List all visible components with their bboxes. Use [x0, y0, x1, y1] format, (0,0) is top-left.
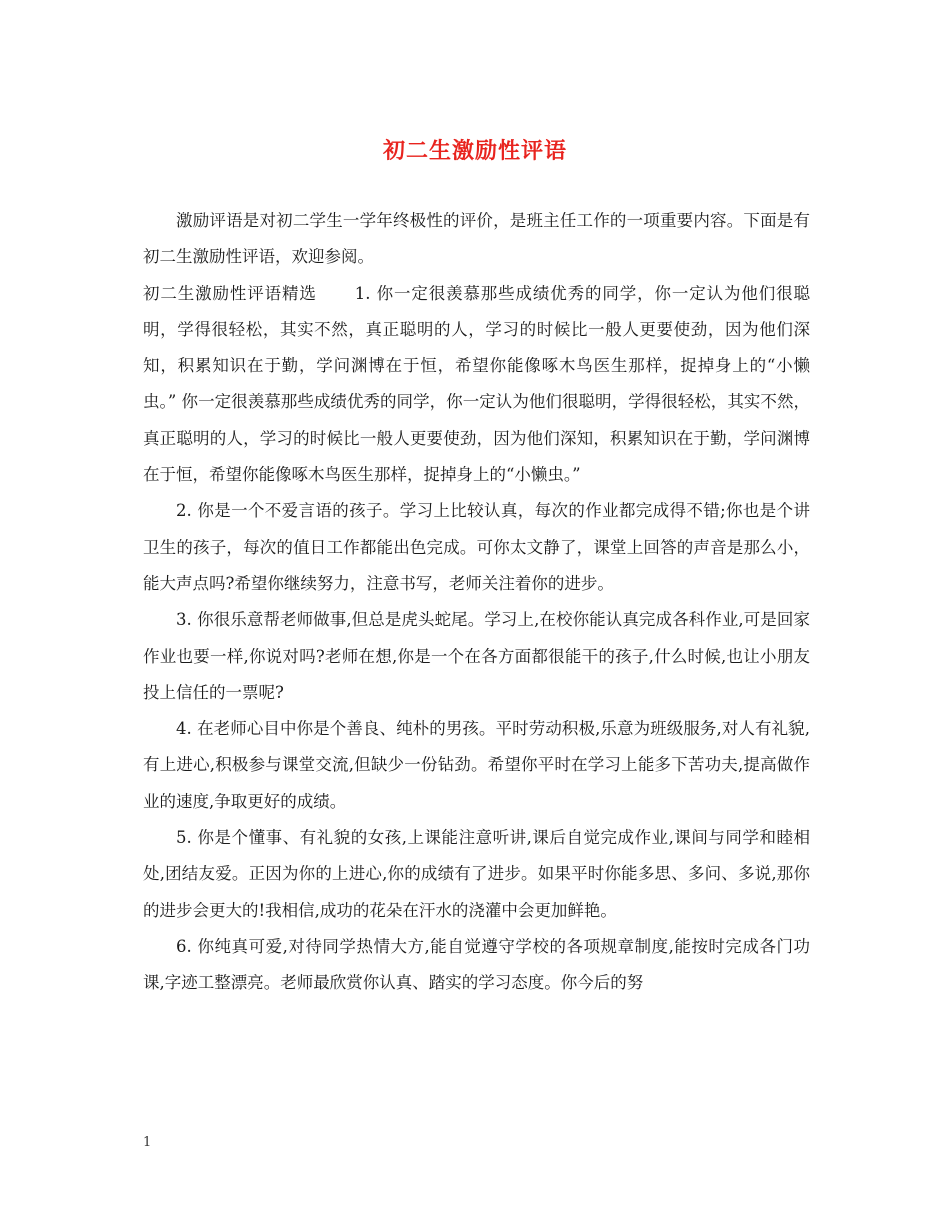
paragraph-3: 3. 你很乐意帮老师做事,但总是虎头蛇尾。学习上,在校你能认真完成各科作业,可是回家作业也要一样,你说对吗?老师在想,你是一个在各方面都很能干的孩子,什么时候,也让小朋友投上信任的一票呢?	[143, 610, 810, 702]
page-number: 1	[143, 1135, 152, 1150]
paragraph-4: 4. 在老师心目中你是个善良、纯朴的男孩。平时劳动积极,乐意为班级服务,对人有礼貌,有上进心,积极参与课堂交流,但缺少一份钻劲。希望你平时在学习上能多下苦功夫,提高做作业的速度,争取更好的成绩。	[143, 719, 810, 811]
paragraph-2: 2. 你是一个不爱言语的孩子。学习上比较认真，每次的作业都完成得不错;你也是个讲卫生的孩子，每次的值日工作都能出色完成。可你太文静了，课堂上回答的声音是那么小，能大声点吗?希望你继续努力，注意书写，老师关注着你的进步。	[143, 501, 810, 593]
document-body	[143, 203, 810, 1002]
paragraph-5: 5. 你是个懂事、有礼貌的女孩,上课能注意听讲,课后自觉完成作业,课间与同学和睦相处,团结友爱。正因为你的上进心,你的成绩有了进步。如果平时你能多思、多问、多说,那你的进步会更大的!我相信,成功的花朵在汗水的浇灌中会更加鲜艳。	[143, 828, 810, 920]
section-paragraph-1	[143, 276, 810, 494]
intro-paragraph: 激励评语是对初二学生一学年终极性的评价，是班主任工作的一项重要内容。下面是有初二生激励性评语，欢迎参阅。	[143, 211, 810, 267]
paragraph-6: 6. 你纯真可爱,对待同学热情大方,能自觉遵守学校的各项规章制度,能按时完成各门功课,字迹工整漂亮。老师最欣赏你认真、踏实的学习态度。你今后的努	[143, 936, 810, 993]
section-heading: 初二生激励性评语精选	[143, 283, 317, 303]
document-title: 初二生激励性评语	[382, 138, 567, 164]
paragraph-1-text: 1. 你一定很羡慕那些成绩优秀的同学，你一定认为他们很聪明，学得很轻松，其实不然，真正聪明的人，学习的时候比一般人更要使劲，因为他们深知，积累知识在于勤，学问渊博在于恒，希望你能像啄木鸟医生那样，捉掉身上的“小懒虫。” 你一定很羡慕那些成绩优秀的同学，你一定认为他们很聪明，学得很轻松，其实不然，真正聪明的人，学习的时候比一般人更要使劲，因为他们深知，积累知识在于勤，学问渊博在于恒，希望你能像啄木鸟医生那样，捉掉身上的“小懒虫。”	[143, 283, 810, 485]
